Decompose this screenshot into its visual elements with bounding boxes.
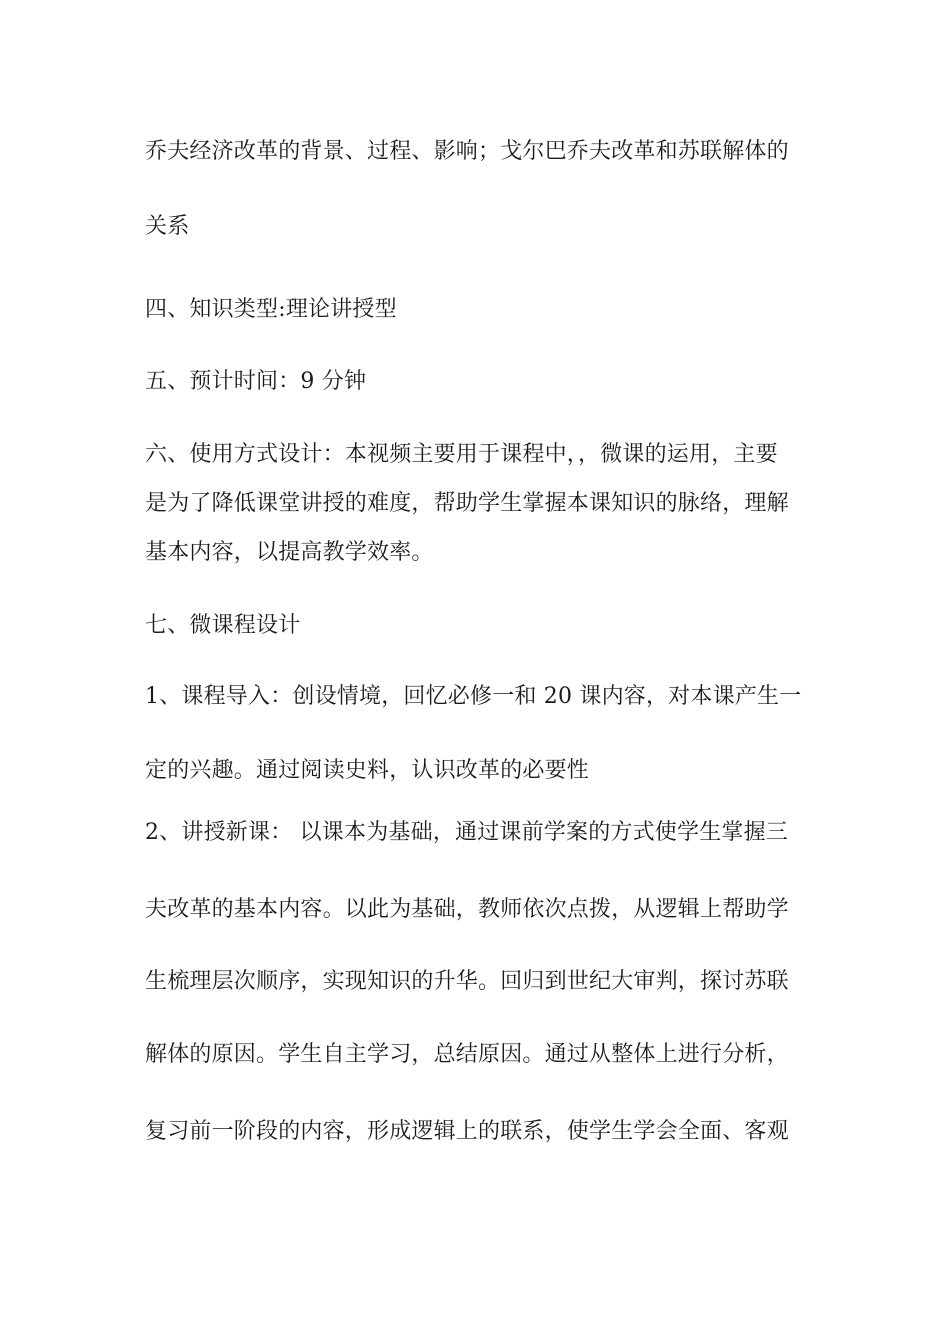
text-line: 解体的原因。学生自主学习，总结原因。通过从整体上进行分析， [145,1042,789,1067]
list-item-new-lesson: 2、讲授新课： 以课本为基础，通过课前学案的方式使学生掌握三 [145,820,788,845]
text-line: 基本内容，以提高教学效率。 [145,540,434,565]
text-line: 夫改革的基本内容。以此为基础，教师依次点拨，从逻辑上帮助学 [145,897,789,922]
text-line: 复习前一阶段的内容，形成逻辑上的联系，使学生学会全面、客观 [145,1119,789,1144]
text-line: 是为了降低课堂讲授的难度，帮助学生掌握本课知识的脉络，理解 [145,491,789,516]
text-line: 定的兴趣。通过阅读史料，认识改革的必要性 [145,758,590,783]
text-line: 关系 [145,214,190,239]
section-heading-micro-course-design: 七、微课程设计 [145,613,301,638]
list-item-course-intro: 1、课程导入：创设情境，回忆必修一和 20 课内容，对本课产生一 [145,684,802,709]
text-line: 生梳理层次顺序，实现知识的升华。回归到世纪大审判，探讨苏联 [145,969,789,994]
section-heading-knowledge-type: 四、知识类型:理论讲授型 [145,297,397,322]
text-line: 乔夫经济改革的背景、过程、影响；戈尔巴乔夫改革和苏联解体的 [145,139,789,164]
section-heading-usage-design: 六、使用方式设计：本视频主要用于课程中，，微课的运用，主要 [145,442,778,467]
section-heading-estimated-time: 五、预计时间：9 分钟 [145,369,367,394]
